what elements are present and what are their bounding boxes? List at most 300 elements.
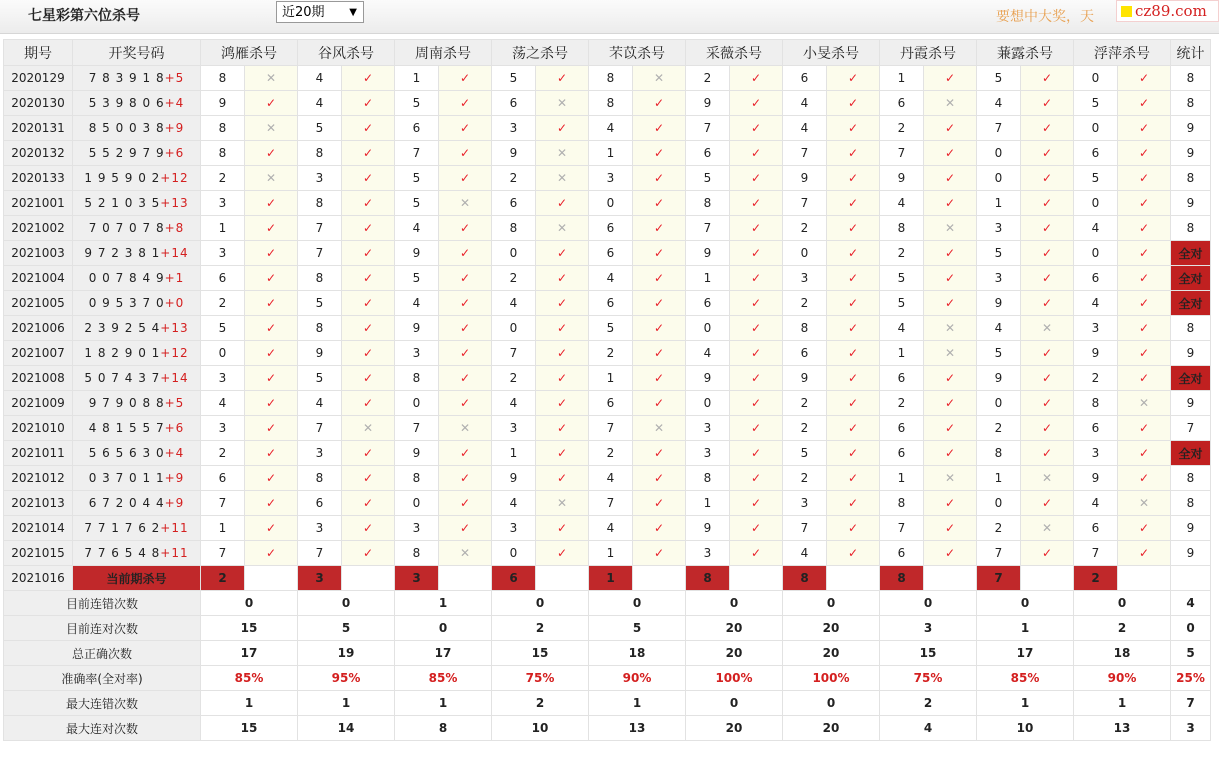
kill-number-cell: 7: [783, 516, 827, 541]
kill-number-cell: 2: [589, 441, 633, 466]
current-kill-label: 当前期杀号: [73, 566, 201, 591]
kill-number-cell: 0: [589, 191, 633, 216]
stats-value: 5: [298, 616, 395, 641]
kill-number-cell: 0: [1074, 241, 1118, 266]
cross-icon: ✕: [245, 66, 298, 91]
kill-number-cell: 3: [201, 366, 245, 391]
kill-number-cell: 5: [686, 166, 730, 191]
empty-cell: [730, 566, 783, 591]
stats-value: 0: [1074, 591, 1171, 616]
kill-number-cell: 0: [201, 341, 245, 366]
stats-total: 0: [1171, 616, 1211, 641]
check-icon: ✓: [827, 391, 880, 416]
cross-icon: ✕: [439, 541, 492, 566]
period-cell: 2021016: [4, 566, 73, 591]
kill-number-cell: 5: [395, 166, 439, 191]
kill-number-cell: 9: [1074, 341, 1118, 366]
kill-number-cell: 8: [686, 466, 730, 491]
check-icon: ✓: [730, 341, 783, 366]
cross-icon: ✕: [536, 216, 589, 241]
stats-value: 17: [201, 641, 298, 666]
stats-value: 90%: [1074, 666, 1171, 691]
draw-digits: 0 9 5 3 7 0: [88, 296, 165, 310]
kill-number-cell: 8: [298, 141, 342, 166]
kill-number-cell: 8: [395, 541, 439, 566]
cross-icon: ✕: [924, 316, 977, 341]
stats-value: 20: [686, 641, 783, 666]
check-icon: ✓: [730, 191, 783, 216]
kill-number-cell: 6: [201, 266, 245, 291]
check-icon: ✓: [245, 316, 298, 341]
kill-number-cell: 1: [589, 541, 633, 566]
stats-value: 100%: [686, 666, 783, 691]
kill-number-cell: 6: [1074, 416, 1118, 441]
kill-number-table: [3, 39, 1211, 741]
check-icon: ✓: [245, 341, 298, 366]
kill-number-cell: 7: [298, 416, 342, 441]
table-row: [4, 391, 1211, 416]
stats-value: 19: [298, 641, 395, 666]
row-stat-cell: 9: [1171, 341, 1211, 366]
stats-value: 13: [589, 716, 686, 741]
period-cell: 2021005: [4, 291, 73, 316]
table-row: [4, 266, 1211, 291]
check-icon: ✓: [1118, 416, 1171, 441]
period-range-select[interactable]: [276, 1, 364, 23]
check-icon: ✓: [730, 241, 783, 266]
period-cell: 2021015: [4, 541, 73, 566]
table-row: [4, 441, 1211, 466]
draw-number-cell: [73, 291, 201, 316]
check-icon: ✓: [245, 241, 298, 266]
empty-cell: [1118, 566, 1171, 591]
check-icon: ✓: [827, 91, 880, 116]
kill-number-cell: 8: [589, 66, 633, 91]
draw-digits: 9 7 2 3 8 1: [84, 246, 161, 260]
current-kill-number: 7: [977, 566, 1021, 591]
kill-number-cell: 6: [880, 441, 924, 466]
check-icon: ✓: [342, 391, 395, 416]
kill-number-cell: 7: [783, 141, 827, 166]
kill-number-cell: 4: [589, 266, 633, 291]
check-icon: ✓: [1118, 66, 1171, 91]
kill-number-cell: 9: [686, 241, 730, 266]
check-icon: ✓: [827, 291, 880, 316]
check-icon: ✓: [633, 316, 686, 341]
kill-number-cell: 9: [492, 141, 536, 166]
check-icon: ✓: [730, 141, 783, 166]
kill-number-cell: 3: [298, 166, 342, 191]
check-icon: ✓: [1021, 391, 1074, 416]
column-header: 蒹露杀号: [977, 40, 1074, 66]
draw-extra: +11: [160, 521, 189, 535]
kill-number-cell: 1: [589, 366, 633, 391]
kill-number-cell: 1: [977, 466, 1021, 491]
check-icon: ✓: [342, 516, 395, 541]
check-icon: ✓: [245, 416, 298, 441]
period-cell: 2021014: [4, 516, 73, 541]
current-kill-number: 1: [589, 566, 633, 591]
kill-number-cell: 9: [1074, 466, 1118, 491]
kill-number-cell: 6: [880, 541, 924, 566]
check-icon: ✓: [924, 441, 977, 466]
table-row: [4, 491, 1211, 516]
stats-value: 100%: [783, 666, 880, 691]
kill-number-cell: 0: [1074, 116, 1118, 141]
check-icon: ✓: [633, 191, 686, 216]
cross-icon: ✕: [924, 216, 977, 241]
kill-number-cell: 6: [589, 241, 633, 266]
column-header: 采薇杀号: [686, 40, 783, 66]
all-correct-badge: 全对: [1171, 441, 1211, 466]
table-row: [4, 216, 1211, 241]
table-row: [4, 516, 1211, 541]
draw-number-cell: [73, 66, 201, 91]
stats-value: 5: [589, 616, 686, 641]
kill-number-cell: 2: [686, 66, 730, 91]
kill-number-cell: 0: [977, 166, 1021, 191]
draw-extra: +1: [164, 271, 185, 285]
stats-label: 最大连错次数: [4, 691, 201, 716]
check-icon: ✓: [633, 266, 686, 291]
check-icon: ✓: [342, 466, 395, 491]
kill-number-cell: 7: [201, 491, 245, 516]
period-cell: 2021009: [4, 391, 73, 416]
cross-icon: ✕: [439, 416, 492, 441]
table-row: [4, 166, 1211, 191]
check-icon: ✓: [1021, 91, 1074, 116]
kill-number-cell: 6: [880, 366, 924, 391]
kill-number-cell: 0: [686, 316, 730, 341]
kill-number-cell: 0: [395, 391, 439, 416]
cross-icon: ✕: [924, 341, 977, 366]
check-icon: ✓: [536, 416, 589, 441]
column-header: 浮萍杀号: [1074, 40, 1171, 66]
check-icon: ✓: [827, 316, 880, 341]
kill-number-cell: 1: [686, 491, 730, 516]
check-icon: ✓: [342, 266, 395, 291]
current-period-row: [4, 566, 1211, 591]
draw-digits: 7 7 1 7 6 2: [84, 521, 161, 535]
kill-number-cell: 6: [492, 191, 536, 216]
period-cell: 2021013: [4, 491, 73, 516]
stats-label: 总正确次数: [4, 641, 201, 666]
page-title: 七星彩第六位杀号: [28, 8, 140, 24]
check-icon: ✓: [536, 291, 589, 316]
kill-number-cell: 2: [1074, 366, 1118, 391]
draw-extra: +14: [160, 246, 189, 260]
kill-number-cell: 1: [492, 441, 536, 466]
draw-digits: 1 8 2 9 0 1: [84, 346, 161, 360]
check-icon: ✓: [633, 216, 686, 241]
stats-value: 1: [201, 691, 298, 716]
check-icon: ✓: [633, 466, 686, 491]
draw-number-cell: [73, 166, 201, 191]
check-icon: ✓: [730, 66, 783, 91]
kill-number-cell: 9: [880, 166, 924, 191]
check-icon: ✓: [924, 416, 977, 441]
table-row: [4, 141, 1211, 166]
all-correct-badge: 全对: [1171, 241, 1211, 266]
check-icon: ✓: [245, 441, 298, 466]
stats-value: 0: [298, 591, 395, 616]
empty-cell: [633, 566, 686, 591]
check-icon: ✓: [245, 291, 298, 316]
kill-number-cell: 0: [492, 316, 536, 341]
check-icon: ✓: [633, 341, 686, 366]
check-icon: ✓: [342, 366, 395, 391]
kill-number-cell: 1: [977, 191, 1021, 216]
stats-value: 17: [977, 641, 1074, 666]
check-icon: ✓: [633, 516, 686, 541]
check-icon: ✓: [245, 91, 298, 116]
current-kill-number: 8: [686, 566, 730, 591]
kill-number-cell: 4: [880, 191, 924, 216]
kill-number-cell: 1: [589, 141, 633, 166]
stats-value: 1: [298, 691, 395, 716]
kill-number-cell: 6: [395, 116, 439, 141]
column-header: 鸿雁杀号: [201, 40, 298, 66]
check-icon: ✓: [439, 66, 492, 91]
stats-value: 1: [589, 691, 686, 716]
stats-value: 0: [783, 691, 880, 716]
stats-value: 75%: [880, 666, 977, 691]
check-icon: ✓: [1021, 116, 1074, 141]
brand-logo[interactable]: [1116, 0, 1219, 22]
check-icon: ✓: [245, 191, 298, 216]
kill-number-cell: 2: [783, 416, 827, 441]
kill-number-cell: 8: [589, 91, 633, 116]
check-icon: ✓: [730, 166, 783, 191]
cross-icon: ✕: [1118, 491, 1171, 516]
table-row: [4, 316, 1211, 341]
draw-digits: 5 3 9 8 0 6: [88, 96, 165, 110]
kill-number-cell: 9: [977, 291, 1021, 316]
kill-number-cell: 3: [395, 516, 439, 541]
draw-digits: 0 0 7 8 4 9: [88, 271, 165, 285]
stats-value: 15: [201, 716, 298, 741]
check-icon: ✓: [1021, 416, 1074, 441]
cross-icon: ✕: [536, 91, 589, 116]
empty-cell: [827, 566, 880, 591]
draw-number-cell: [73, 116, 201, 141]
stats-value: 0: [977, 591, 1074, 616]
brand-text: cz89.com: [1135, 2, 1207, 20]
kill-number-cell: 4: [492, 391, 536, 416]
kill-number-cell: 9: [686, 366, 730, 391]
kill-number-cell: 8: [298, 466, 342, 491]
kill-number-cell: 2: [201, 441, 245, 466]
check-icon: ✓: [1118, 341, 1171, 366]
kill-number-cell: 0: [977, 141, 1021, 166]
check-icon: ✓: [342, 441, 395, 466]
kill-number-cell: 3: [201, 416, 245, 441]
check-icon: ✓: [536, 466, 589, 491]
kill-number-cell: 7: [589, 416, 633, 441]
kill-number-cell: 5: [298, 366, 342, 391]
check-icon: ✓: [924, 491, 977, 516]
period-cell: 2021002: [4, 216, 73, 241]
stats-value: 0: [201, 591, 298, 616]
current-kill-number: 8: [880, 566, 924, 591]
kill-number-cell: 4: [492, 291, 536, 316]
check-icon: ✓: [1118, 241, 1171, 266]
all-correct-badge: 全对: [1171, 366, 1211, 391]
kill-number-cell: 8: [686, 191, 730, 216]
kill-number-cell: 8: [1074, 391, 1118, 416]
header-row: [4, 40, 1211, 66]
kill-number-cell: 3: [201, 241, 245, 266]
cross-icon: ✕: [924, 91, 977, 116]
kill-number-cell: 9: [686, 91, 730, 116]
check-icon: ✓: [633, 541, 686, 566]
check-icon: ✓: [342, 291, 395, 316]
check-icon: ✓: [730, 291, 783, 316]
check-icon: ✓: [730, 391, 783, 416]
stats-value: 17: [395, 641, 492, 666]
check-icon: ✓: [439, 341, 492, 366]
stats-value: 2: [492, 691, 589, 716]
check-icon: ✓: [924, 116, 977, 141]
check-icon: ✓: [924, 366, 977, 391]
check-icon: ✓: [245, 516, 298, 541]
check-icon: ✓: [342, 316, 395, 341]
stats-value: 18: [589, 641, 686, 666]
kill-number-cell: 4: [783, 116, 827, 141]
kill-number-cell: 0: [492, 541, 536, 566]
check-icon: ✓: [439, 166, 492, 191]
check-icon: ✓: [633, 491, 686, 516]
check-icon: ✓: [730, 366, 783, 391]
check-icon: ✓: [439, 391, 492, 416]
kill-number-cell: 4: [977, 316, 1021, 341]
row-stat-cell: 8: [1171, 466, 1211, 491]
stats-value: 85%: [201, 666, 298, 691]
draw-number-cell: [73, 216, 201, 241]
kill-number-cell: 3: [298, 441, 342, 466]
kill-number-cell: 3: [201, 191, 245, 216]
chevron-down-icon: ▼: [349, 7, 357, 18]
kill-number-cell: 2: [783, 391, 827, 416]
table-row: [4, 341, 1211, 366]
stats-value: 90%: [589, 666, 686, 691]
kill-number-cell: 9: [298, 341, 342, 366]
column-header: 芣苡杀号: [589, 40, 686, 66]
check-icon: ✓: [1021, 166, 1074, 191]
kill-number-cell: 0: [977, 391, 1021, 416]
kill-number-cell: 8: [201, 141, 245, 166]
cross-icon: ✕: [633, 66, 686, 91]
kill-number-cell: 4: [395, 216, 439, 241]
check-icon: ✓: [1118, 116, 1171, 141]
check-icon: ✓: [342, 491, 395, 516]
stats-value: 1: [395, 591, 492, 616]
column-header: 谷风杀号: [298, 40, 395, 66]
draw-number-cell: [73, 91, 201, 116]
kill-number-cell: 5: [395, 191, 439, 216]
draw-extra: +4: [164, 446, 185, 460]
period-cell: 2020132: [4, 141, 73, 166]
draw-number-cell: [73, 141, 201, 166]
check-icon: ✓: [827, 416, 880, 441]
stats-value: 0: [492, 591, 589, 616]
check-icon: ✓: [1118, 91, 1171, 116]
draw-number-cell: [73, 541, 201, 566]
check-icon: ✓: [536, 316, 589, 341]
check-icon: ✓: [342, 541, 395, 566]
kill-number-cell: 2: [201, 166, 245, 191]
period-cell: 2020131: [4, 116, 73, 141]
draw-extra: +0: [164, 296, 185, 310]
kill-number-cell: 8: [298, 316, 342, 341]
period-cell: 2021007: [4, 341, 73, 366]
kill-number-cell: 6: [783, 66, 827, 91]
column-header: 丹霞杀号: [880, 40, 977, 66]
check-icon: ✓: [730, 466, 783, 491]
check-icon: ✓: [827, 266, 880, 291]
kill-number-cell: 4: [783, 541, 827, 566]
check-icon: ✓: [730, 116, 783, 141]
current-kill-number: 3: [395, 566, 439, 591]
stats-value: 1: [395, 691, 492, 716]
draw-extra: +11: [160, 546, 189, 560]
kill-number-cell: 2: [492, 266, 536, 291]
kill-number-cell: 7: [589, 491, 633, 516]
table-row: [4, 241, 1211, 266]
kill-number-cell: 7: [880, 141, 924, 166]
stats-value: 15: [201, 616, 298, 641]
check-icon: ✓: [536, 266, 589, 291]
check-icon: ✓: [633, 166, 686, 191]
stats-value: 0: [395, 616, 492, 641]
check-icon: ✓: [342, 191, 395, 216]
kill-number-cell: 2: [492, 366, 536, 391]
draw-digits: 5 5 2 9 7 9: [88, 146, 165, 160]
draw-digits: 4 8 1 5 5 7: [88, 421, 165, 435]
cross-icon: ✕: [1021, 516, 1074, 541]
kill-number-cell: 5: [492, 66, 536, 91]
check-icon: ✓: [342, 341, 395, 366]
kill-number-cell: 9: [783, 166, 827, 191]
stats-total: 25%: [1171, 666, 1211, 691]
row-stat-cell: 9: [1171, 116, 1211, 141]
draw-number-cell: [73, 366, 201, 391]
kill-number-cell: 7: [395, 141, 439, 166]
cross-icon: ✕: [245, 166, 298, 191]
check-icon: ✓: [1021, 541, 1074, 566]
stats-total: 5: [1171, 641, 1211, 666]
kill-number-cell: 8: [492, 216, 536, 241]
check-icon: ✓: [439, 516, 492, 541]
check-icon: ✓: [439, 291, 492, 316]
check-icon: ✓: [1118, 541, 1171, 566]
period-cell: 2021012: [4, 466, 73, 491]
empty-cell: [1171, 566, 1211, 591]
kill-number-cell: 4: [589, 516, 633, 541]
period-cell: 2021006: [4, 316, 73, 341]
period-cell: 2021010: [4, 416, 73, 441]
kill-number-cell: 6: [880, 416, 924, 441]
check-icon: ✓: [1118, 141, 1171, 166]
row-stat-cell: 9: [1171, 191, 1211, 216]
kill-number-cell: 8: [201, 66, 245, 91]
check-icon: ✓: [730, 416, 783, 441]
kill-number-cell: 4: [880, 316, 924, 341]
draw-number-cell: [73, 341, 201, 366]
kill-number-cell: 6: [589, 291, 633, 316]
kill-number-cell: 4: [492, 491, 536, 516]
kill-number-cell: 4: [783, 91, 827, 116]
